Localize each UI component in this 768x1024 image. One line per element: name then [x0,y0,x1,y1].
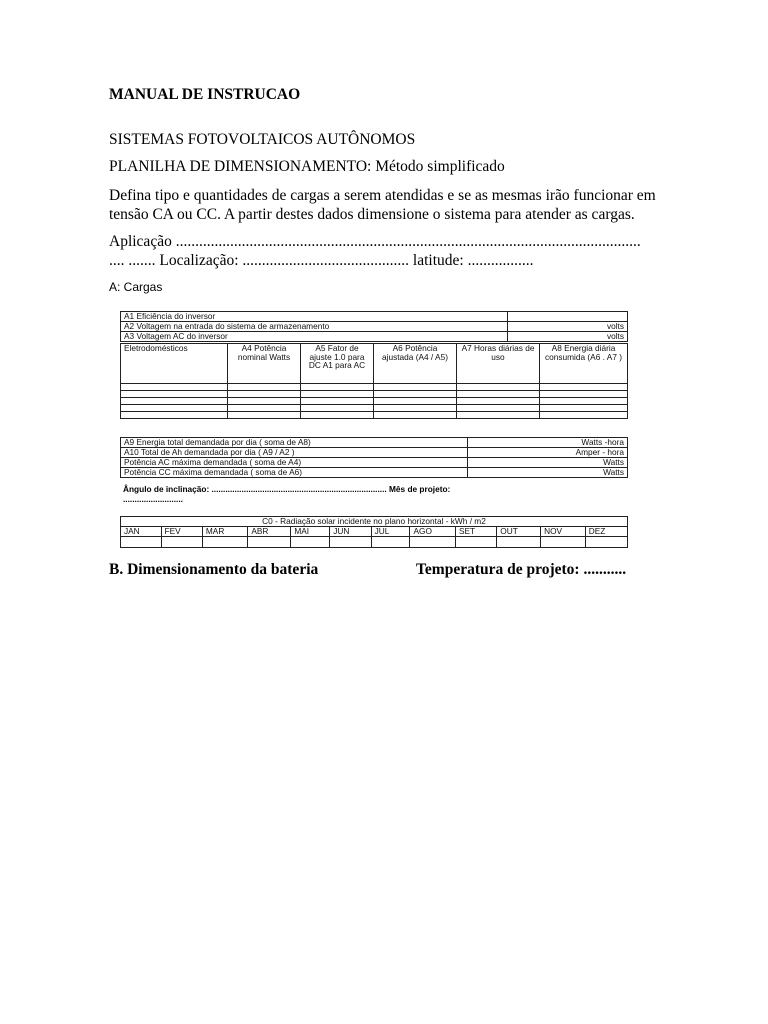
month-cell: SET [455,527,496,537]
radiation-table-title: C0 - Radiação solar incidente no plano horizontal - kWh / m2 [121,517,628,527]
row-label: A2 Voltagem na entrada do sistema de armazenamento [121,322,508,332]
table-row [121,312,628,322]
tilt-angle-line: Ângulo de inclinação: ............................................................................ Mês de projeto: [123,484,451,494]
col-header: A6 Potência ajustada (A4 / A5) [374,344,457,384]
month-cell: AGO [410,527,455,537]
row-label: A9 Energia total demandada por dia ( soma de A8) [121,438,468,448]
col-header: A7 Horas diárias de uso [457,344,540,384]
energy-demand-table [120,437,628,478]
row-unit: Watts -hora [468,438,628,448]
month-cell: MAI [291,527,330,537]
row-unit: Watts [468,468,628,478]
row-unit: Amper - hora [468,448,628,458]
intro-paragraph: Defina tipo e quantidades de cargas a serem atendidas e se as mesmas irão funcionar em tensão CA ou CC. A partir destes dados dimensione o sistema para atender as cargas. [109,187,656,223]
document-title: MANUAL DE INSTRUCAO [109,86,301,103]
row-unit: volts [508,322,628,332]
design-temperature-line: Temperatura de projeto: ........... [416,561,627,578]
row-unit: Watts [468,458,628,468]
table-row [121,391,628,398]
month-cell: DEZ [585,527,627,537]
table-row [121,332,628,342]
table-row [121,322,628,332]
month-cell: ABR [248,527,291,537]
row-label: Potência AC máxima demandada ( soma de A4) [121,458,468,468]
tilt-angle-continuation: .......................... [123,494,183,504]
table-row [121,398,628,405]
inverter-parameters-table [120,311,628,342]
location-line: .... ....... Localização: ........................................... latitude: ................. [109,252,534,269]
table-header-row [121,344,628,384]
table-title-row [121,517,628,527]
months-row [121,527,628,537]
row-unit [508,312,628,322]
solar-radiation-table [120,516,628,548]
appliance-loads-table [120,343,628,419]
row-label: A3 Voltagem AC do inversor [121,332,508,342]
table-row [121,448,628,458]
table-row [121,405,628,412]
row-label: Potência CC máxima demandada ( soma de A6) [121,468,468,478]
application-line: Aplicação ........................................................................................................................ [109,233,641,250]
month-cell: OUT [497,527,541,537]
table-row [121,412,628,419]
month-cell: MAR [202,527,247,537]
table-row [121,458,628,468]
month-cell: JUN [330,527,371,537]
month-cell: FEV [161,527,202,537]
month-cell: NOV [541,527,586,537]
col-header: A8 Energia diária consumida (A6 . A7 ) [540,344,628,384]
system-subtitle: SISTEMAS FOTOVOLTAICOS AUTÔNOMOS [109,131,416,148]
month-cell: JUL [371,527,410,537]
row-label: A10 Total de Ah demandada por dia ( A9 / A2 ) [121,448,468,458]
col-header: A5 Fator de ajuste 1.0 para DC A1 para AC [301,344,374,384]
row-unit: volts [508,332,628,342]
col-header: A4 Potência nominal Watts [228,344,301,384]
table-row [121,438,628,448]
col-header: Eletrodomésticos [121,344,228,384]
month-cell: JAN [121,527,162,537]
table-row [121,468,628,478]
worksheet-subtitle: PLANILHA DE DIMENSIONAMENTO: Método simplificado [109,158,505,175]
row-label: A1 Eficiência do inversor [121,312,508,322]
values-row [121,537,628,548]
table-row [121,384,628,391]
section-b-heading: B. Dimensionamento da bateria [109,561,319,578]
section-a-heading: A: Cargas [109,280,163,294]
